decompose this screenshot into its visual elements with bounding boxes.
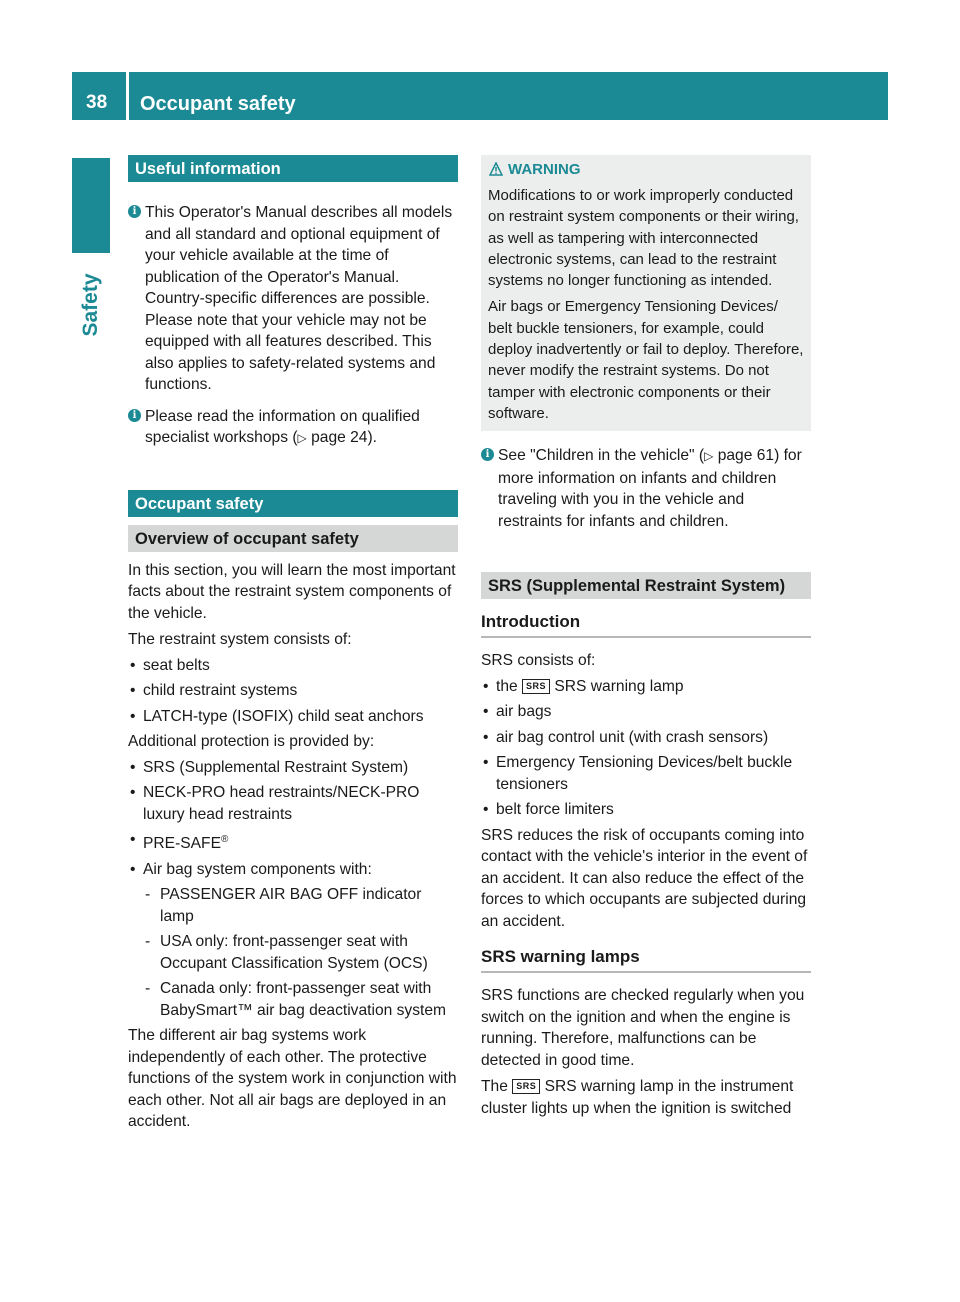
page-reference-link[interactable]: page 24 xyxy=(311,429,368,446)
warning-title: WARNING xyxy=(508,161,581,178)
info-note-text: This Operator's Manual describes all models and all standard and optional equipment of your vehicle available at the time of publication of the Operator's Manual. Country-specific differences are possible. Please note that your vehicle may not be equipped with all features described. This also applies to safety-related systems and functions. xyxy=(145,204,453,393)
section-tab-label: Safety xyxy=(79,273,102,337)
list-item: • SRS (Supplemental Restraint System) xyxy=(128,757,458,779)
list-item: • the SRS SRS warning lamp xyxy=(481,676,811,698)
srs-warning-lamp-icon: SRS xyxy=(522,679,550,694)
srs-heading: SRS (Supplemental Restraint System) xyxy=(481,572,811,599)
srs-reduces-paragraph: SRS reduces the risk of occupants coming into contact with the vehicle's interior in the event of an accident. It can also reduce the effect of the forces to which occupants are subjected during an accident. xyxy=(481,826,808,930)
overview-heading: Overview of occupant safety xyxy=(128,525,458,552)
info-note-text: Please read the information on qualified specialist workshops (▷ page 24). xyxy=(145,407,420,446)
header-divider xyxy=(126,72,129,120)
list-item: • NECK-PRO head restraints/NECK-PRO luxury head restraints xyxy=(128,782,458,825)
introduction-heading: Introduction xyxy=(481,611,811,638)
page-title: Occupant safety xyxy=(140,93,296,115)
occupant-safety-heading: Occupant safety xyxy=(128,490,458,517)
srs-warning-lamps-heading: SRS warning lamps xyxy=(481,946,811,973)
closing-paragraph: The different air bag systems work independently of each other. The protective functions of the system work in conjunction with each other. Not all air bags are deployed in an accident. xyxy=(128,1027,457,1131)
intro-paragraph: In this section, you will learn the most important facts about the restraint system components of the vehicle. xyxy=(128,561,456,622)
info-icon: i xyxy=(128,205,141,218)
additional-protection-label: Additional protection is provided by: xyxy=(128,733,375,750)
sub-list-item: - USA only: front-passenger seat with Occupant Classification System (OCS) xyxy=(128,931,458,974)
section-tab xyxy=(72,255,110,355)
sub-list-item: - PASSENGER AIR BAG OFF indicator lamp xyxy=(128,884,458,927)
list-item: • LATCH-type (ISOFIX) child seat anchors xyxy=(128,706,458,728)
list-item: • air bag control unit (with crash sensors) xyxy=(481,727,811,749)
warning-triangle-icon xyxy=(489,162,503,176)
list-item: • belt force limiters xyxy=(481,799,811,821)
info-note-text: See "Children in the vehicle" (▷ page 61) for more information on infants and children traveling with you in the vehicle and restraints for infants and children. xyxy=(498,447,802,530)
section-tab-marker xyxy=(72,158,110,253)
restraint-system-label: The restraint system consists of: xyxy=(128,631,352,648)
left-column xyxy=(128,155,458,1133)
right-column xyxy=(481,155,811,1119)
list-item: • Emergency Tensioning Devices/belt buckle tensioners xyxy=(481,752,811,795)
useful-information-heading: Useful information xyxy=(128,155,458,182)
page-reference-link[interactable]: page 61 xyxy=(717,447,775,465)
info-icon: i xyxy=(128,409,141,422)
page-reference-arrow-icon: ▷ xyxy=(297,431,307,445)
list-item: • Air bag system components with: xyxy=(128,859,458,881)
warning-box xyxy=(481,155,811,431)
lamps-paragraph: SRS functions are checked regularly when you switch on the ignition and when the engine is running. Therefore, malfunctions can be detected in good time. xyxy=(481,987,805,1069)
warning-header xyxy=(488,159,804,181)
registered-mark: ® xyxy=(220,834,229,845)
info-note-workshops xyxy=(128,406,458,450)
srs-warning-lamp-icon: SRS xyxy=(512,1079,540,1094)
list-item: • air bags xyxy=(481,701,811,723)
sub-list-item: - Canada only: front-passenger seat with BabySmart™ air bag deactivation system xyxy=(128,978,458,1021)
warning-text: Modifications to or work improperly conducted on restraint system components or their wiring, as well as tampering with interconnected electronic systems, can lead to the restraint systems no longer functioning as intended. xyxy=(488,187,799,290)
page-number: 38 xyxy=(86,92,108,113)
srs-consists-label: SRS consists of: xyxy=(481,652,596,670)
info-icon: i xyxy=(481,448,494,461)
page-reference-arrow-icon: ▷ xyxy=(704,449,714,464)
list-item: • child restraint systems xyxy=(128,680,458,702)
warning-text: Air bags or Emergency Tensioning Devices/ belt buckle tensioners, for example, could deploy inadvertently or fail to deploy. Therefore, never modify the restraint systems. Do not tamper with electronic components or their software. xyxy=(488,298,804,422)
list-item: • seat belts xyxy=(128,655,458,677)
info-note-children xyxy=(481,445,811,532)
info-note-manual xyxy=(128,202,458,396)
list-item: • PRE-SAFE® xyxy=(128,829,458,855)
lamps-paragraph-2: The SRS SRS warning lamp in the instrument cluster lights up when the ignition is switched xyxy=(481,1078,794,1117)
